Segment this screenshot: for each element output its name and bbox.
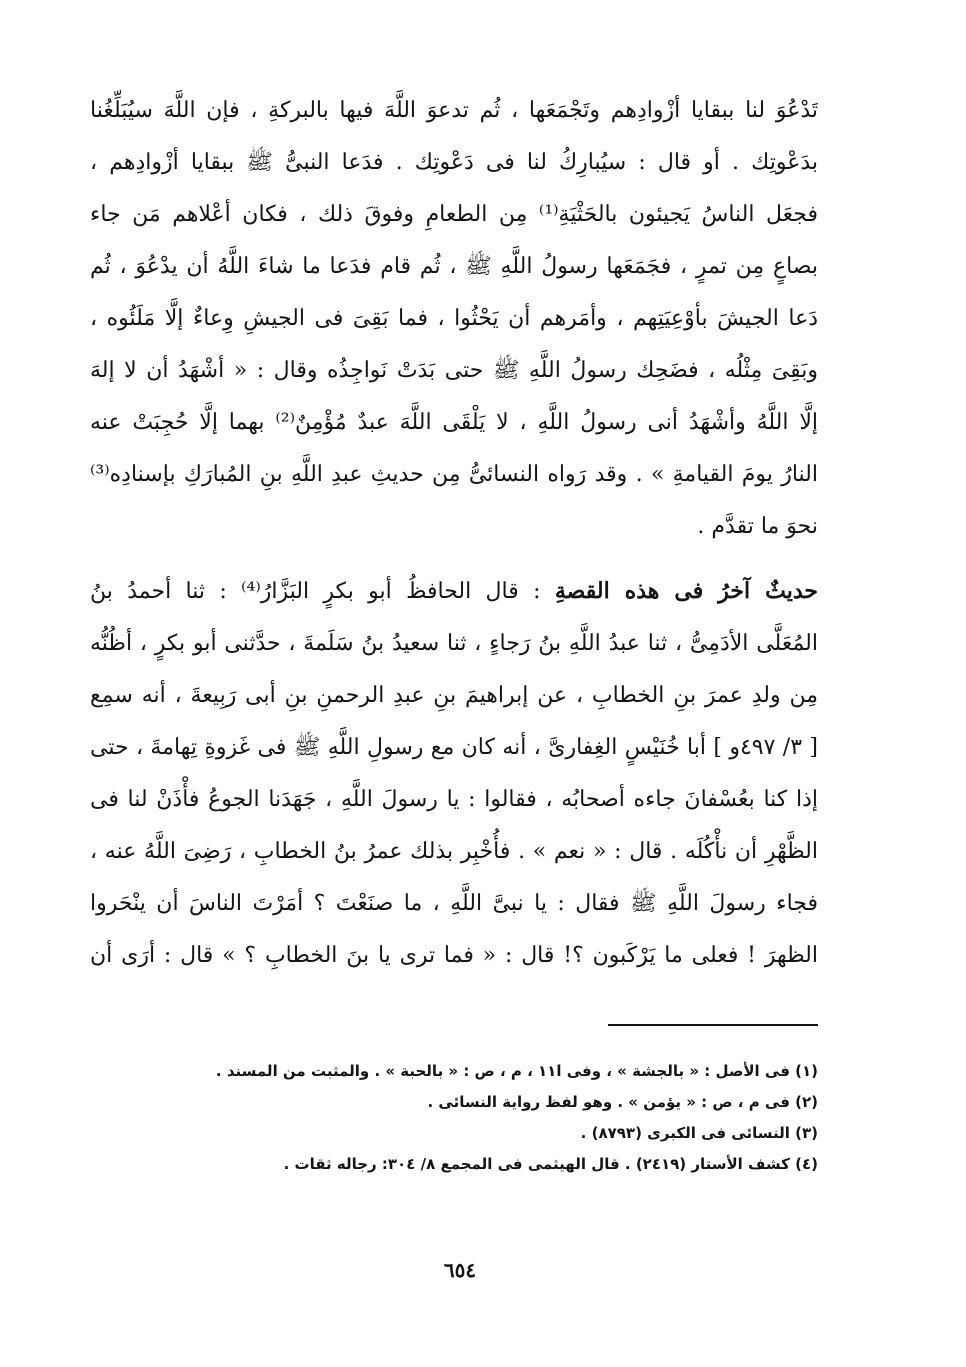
text-line: الظهرَ ! فعلى ما يَرْكَبون ؟! قال : « فما ترى يا بنَ الخطابِ ؟ » قال : أرَى أن [90, 943, 818, 968]
footnotes-list [150, 1056, 818, 1180]
text-line: الظَّهْرِ أن نأْكُلَه . قال : « نعم » . فأُخْبِر بذلك عمرُ بنُ الخطابِ ، رَضِىَ اللَّهُ عنه ، [90, 839, 818, 864]
text-line: فجاء رسولَ اللَّهِ ﷺ فقال : يا نبىَّ اللَّهِ ، ما صنَعْتَ ؟ أمَرْتَ الناسَ أن ينْحَروا [90, 891, 818, 916]
footnote-divider [608, 1024, 818, 1026]
text-line: مِن ولدِ عمرَ بنِ الخطابِ ، عن إبراهيمَ بنِ عبدِ الرحمنِ بنِ أبى رَبِيعةَ ، أنه سمِع [90, 683, 818, 708]
text-line: النارُ يومَ القيامةِ » . وقد رَواه النسائىُّ مِن حديثِ عبدِ اللَّهِ بنِ المُبارَكِ بإسنادِه⁽³⁾ [90, 462, 818, 487]
paragraph-hadith-continuation [90, 85, 818, 553]
section-heading: حديثٌ آخرُ فى هذه القصةِ [554, 578, 818, 604]
text-line-first [90, 565, 818, 618]
footnote-2: (٢) فى م ، ص : « يؤمن » . وهو لفظ رواية النسائى . [427, 1093, 818, 1111]
text-line: إذا كنا بعُسْفانَ جاءه أصحابُه ، فقالوا : يا رسولَ اللَّهِ ، جَهَدَنا الجوعُ فأْذَنْ لنا فى [90, 787, 818, 812]
heading-line-rest: : قال الحافظُ أبو بكرٍ البَزَّارُ⁽⁴⁾ : ثنا أحمدُ بنُ [90, 579, 541, 604]
text-line: تَدْعُوَ لنا ببقايا أزْوادِهم وتَجْمَعَها ، ثُم تدعوَ اللَّهَ فيها بالبركةِ ، فإن اللَّهَ سيُبَلِّغُنا [90, 98, 818, 123]
text-line: المُعَلَّى الأدَمِىُّ ، ثنا عبدُ اللَّهِ بنُ رَجاءٍ ، ثنا سعيدُ بنُ سَلَمةَ ، حدَّثنى أبو بكرٍ ، أظُنُّه [90, 631, 818, 656]
text-line: إلَّا اللَّهُ وأشْهَدُ أنى رسولُ اللَّهِ ، لا يَلْقَى اللَّهَ عبدٌ مُؤْمِنٌ⁽²⁾ بهما إلَّا حُجِبَتْ عنه [90, 410, 818, 435]
text-line: نحوَ ما تقدَّم . [697, 514, 818, 539]
text-line: بصاعٍ مِن تمرٍ ، فجَمَعَها رسولُ اللَّهِ ﷺ ، ثُم قام فدَعا ما شاءَ اللَّهُ أن يدْعُوَ ، ثُم [90, 254, 818, 279]
text-line: [ ٣/ ٤٩٧و ] أبا خُنَيْسٍ الغِفارىَّ ، أنه كان مع رسولِ اللَّهِ ﷺ فى غَزوةِ تِهامةَ ، حتى [90, 735, 818, 760]
text-line: فجعَل الناسُ يَجيئون بالحَثْيَةِ⁽¹⁾ مِن الطعامِ وفوقَ ذلك ، فكان أعْلاهم مَن جاء [90, 202, 818, 227]
paragraph-another-hadith [90, 565, 818, 982]
text-line: دَعا الجيشَ بأوْعِيَتِهم ، وأمَرهم أن يَحْثُوا ، فما بَقِىَ فى الجيشِ وِعاءٌ إلَّا مَلَئُوه ، [90, 306, 818, 331]
page-number: ٦٥٤ [443, 1258, 477, 1282]
footnote-4: (٤) كشف الأستار (٢٤١٩) . قال الهيثمى فى المجمع ٨/ ٣٠٤: رجاله ثقات . [283, 1155, 818, 1173]
footnote-1: (١) فى الأصل : « بالجشة » ، وفى ا١١ ، م ، ص : « بالحبة » . والمثبت من المسند . [215, 1062, 818, 1080]
text-line: بدَعْوتِك . أو قال : سيُبارِكُ لنا فى دَعْوتِك . فدَعا النبىُّ ﷺ ببقايا أزْوادِهم ، [90, 150, 818, 175]
text-line: وبَقِىَ مِثْلُه ، فضَحِك رسولُ اللَّهِ ﷺ حتى بَدَتْ نَواجِذُه وقال : « أشْهَدُ أن لا إلهَ [90, 358, 818, 383]
footnote-3: (٣) النسائى فى الكبرى (٨٧٩٣) . [580, 1124, 818, 1142]
